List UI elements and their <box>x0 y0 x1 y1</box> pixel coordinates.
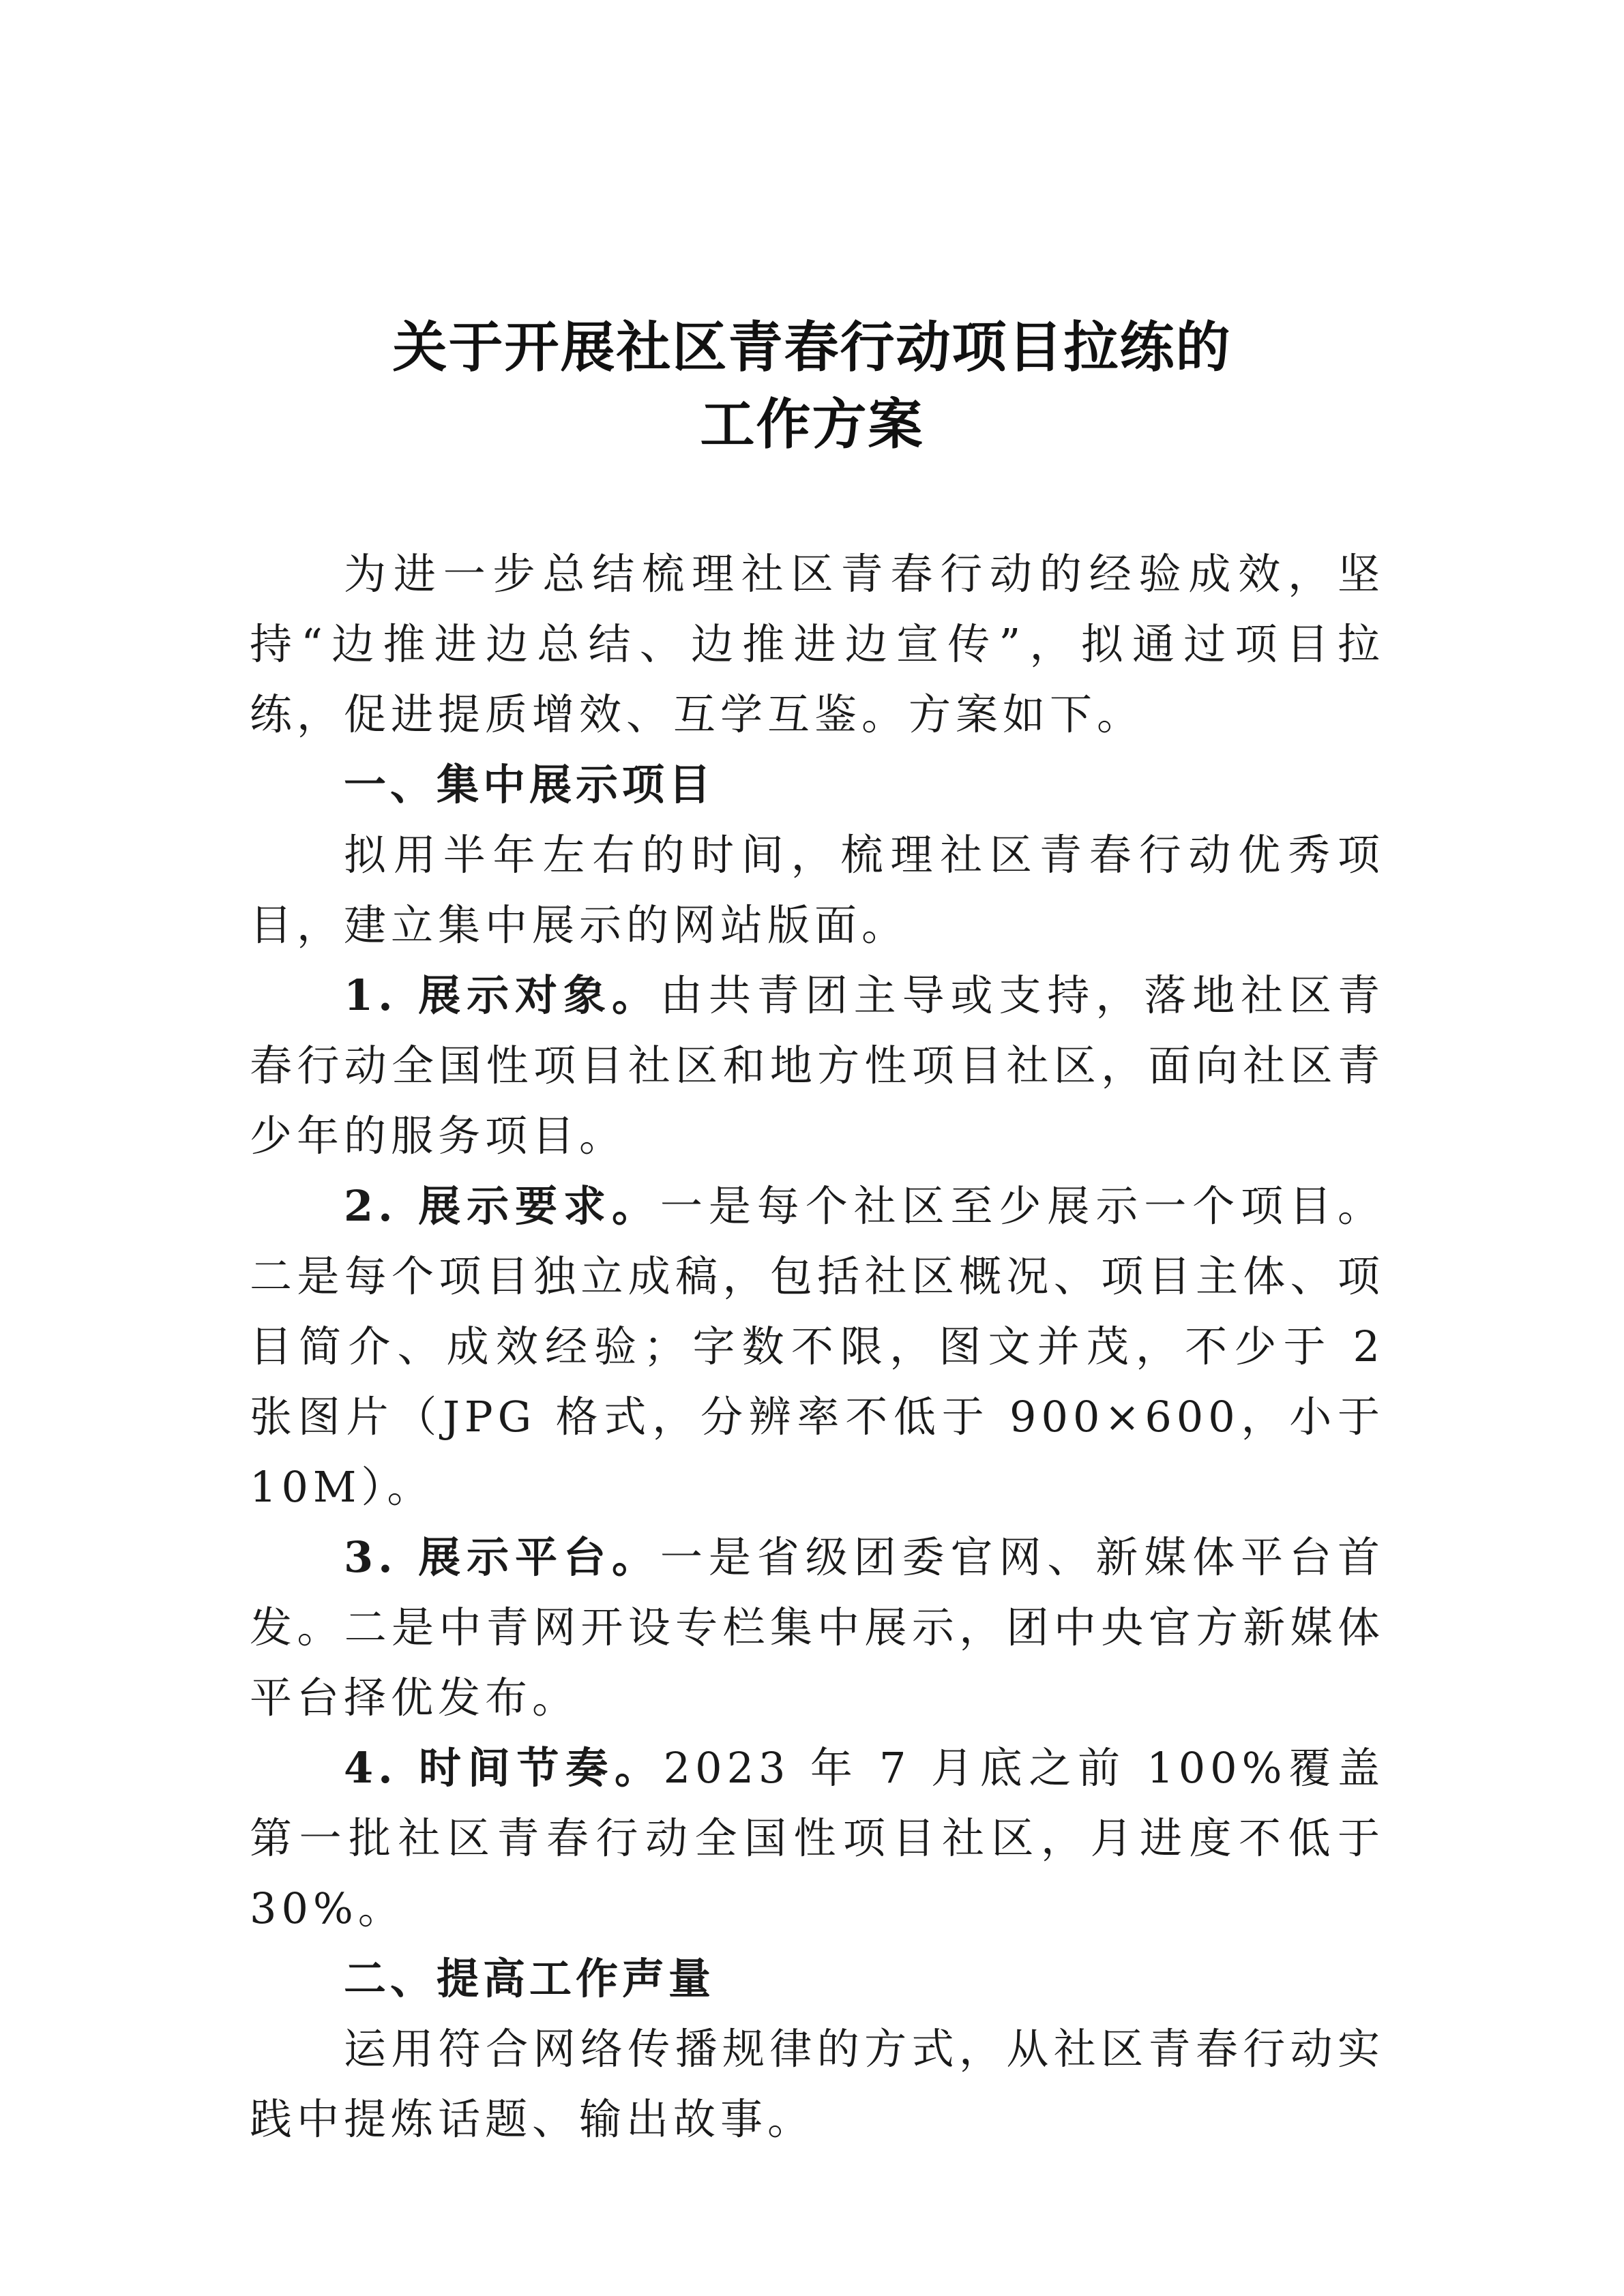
section-1-heading: 一、集中展示项目 <box>344 760 715 809</box>
document-title-line-1: 关于开展社区青春行动项目拉练的 <box>392 316 1232 379</box>
item-3-lead: 3. 展示平台。 <box>344 1532 660 1582</box>
section-1-item-3 <box>250 1522 1385 1733</box>
section-2-intro: 运用符合网络传播规律的方式，从社区青春行动实践中提炼话题、输出故事。 <box>250 2024 1385 2144</box>
item-4-text: 2023 年 7 月底之前 100%覆盖第一批社区青春行动全国性项目社区，月进度不低于 30%。 <box>250 1743 1385 1933</box>
item-1-lead: 1. 展示对象。 <box>344 970 660 1020</box>
section-1-item-1 <box>250 960 1385 1171</box>
intro-paragraph: 为进一步总结梳理社区青春行动的经验成效，坚持“边推进边总结、边推进边宣传”，拟通过项目拉练，促进提质增效、互学互鉴。方案如下。 <box>250 549 1385 739</box>
item-3-text: 一是省级团委官网、新媒体平台首发。二是中青网开设专栏集中展示，团中央官方新媒体平台择优发布。 <box>250 1532 1385 1723</box>
section-1-item-4 <box>250 1733 1385 1943</box>
section-1-intro: 拟用半年左右的时间，梳理社区青春行动优秀项目，建立集中展示的网站版面。 <box>250 830 1385 950</box>
item-2-lead: 2. 展示要求。 <box>344 1181 660 1231</box>
item-2-text: 一是每个社区至少展示一个项目。二是每个项目独立成稿，包括社区概况、项目主体、项目简介、成效经验；字数不限，图文并茂，不少于 2 张图片（JPG 格式，分辨率不低于 900×600，小于 10M）。 <box>250 1181 1385 1512</box>
item-1-text: 由共青团主导或支持，落地社区青春行动全国性项目社区和地方性项目社区，面向社区青少年的服务项目。 <box>250 970 1385 1161</box>
section-1-item-2 <box>250 1171 1385 1522</box>
document-title-line-2: 工作方案 <box>700 393 924 456</box>
item-4-lead: 4. 时间节奏。 <box>344 1743 664 1793</box>
section-2-heading: 二、提高工作声量 <box>344 1954 715 2003</box>
document-body <box>250 539 1385 2154</box>
